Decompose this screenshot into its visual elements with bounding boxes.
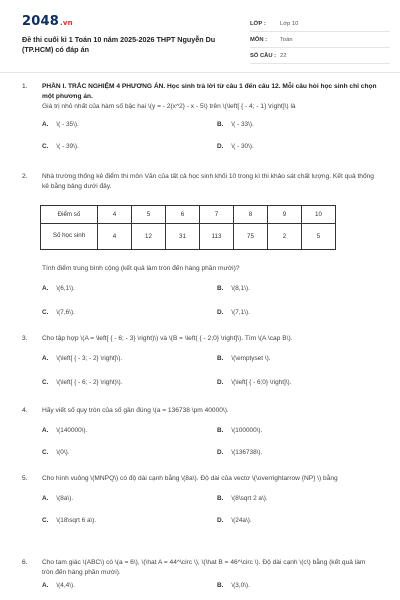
exam-meta <box>250 16 390 64</box>
header-divider <box>0 72 400 73</box>
option-d[interactable]: D. \(136738\). <box>217 449 263 457</box>
meta-question-count: SỐ CÂU : 22 <box>250 48 390 64</box>
question-5: 5. Cho hình vuông \(MNPQ\) có độ dài cạnh bằng \(8a\). Độ dài của vectơ \(\overrightarrow {NP} \) bằng A. \(8a\). B. \(8\sqrt 2 a\). C. \(18\sqrt 6 a\). D. \(24a\). <box>22 474 378 484</box>
option-a[interactable]: A. \(140000\). <box>42 427 88 435</box>
option-b[interactable]: B. \(100000\). <box>217 427 263 435</box>
option-d[interactable]: D. \(\left[ { - 6;0} \right]\). <box>217 379 292 387</box>
option-c[interactable]: C. \(0\). <box>42 449 70 457</box>
page-header <box>22 14 382 66</box>
question-2: 2. Nhà trường thống kê điểm thi môn Văn của tất cả học sinh khối 10 trong kì thi khảo sát chất lượng. Kết quả thống kê bằng bảng dưới đây. <box>22 172 378 192</box>
exam-title: Đề thi cuối kì 1 Toán 10 năm 2025-2026 THPT Nguyễn Du (TP.HCM) có đáp án <box>22 35 216 54</box>
option-d[interactable]: D. \( - 30\). <box>217 142 254 150</box>
option-c[interactable]: C. \(7,6\). <box>42 309 75 317</box>
option-a[interactable]: A. \(6,1\). <box>42 285 75 293</box>
question-3: 3. Cho tập hợp \(A = \left[ { - 6; - 3} \right)\) và \(B = \left( { - 2;0} \right]\). Tìm \(A \cap B\). A. \(\left[ { - 3; - 2} \right]\). B. \(\emptyset \). C. \(\left[ { - 6; - 2} \right)\). D. \(\left[ { - 6;0} \right]\). <box>22 334 378 344</box>
table-row: Số học sinh 4 12 31 113 75 2 5 <box>41 224 336 250</box>
table-row: Điểm số 4 5 6 7 8 9 10 <box>41 206 336 224</box>
option-c[interactable]: C. \( - 39\). <box>42 142 79 150</box>
option-a[interactable]: A. \(\left[ { - 3; - 2} \right]\). <box>42 355 123 363</box>
question-2-prompt <box>22 264 378 317</box>
score-table <box>40 205 336 250</box>
question-text: Cho hình vuông \(MNPQ\) có độ dài cạnh bằng \(8a\). Độ dài của vectơ \(\overrightarrow {NP} \) bằng <box>42 475 338 482</box>
site-logo[interactable]: 2048.vn <box>22 14 73 29</box>
option-a[interactable]: A. \(8a\). <box>42 495 74 503</box>
meta-class: LỚP : Lớp 10 <box>250 16 390 32</box>
option-a[interactable]: A. \(4,4\). <box>42 582 75 590</box>
section-heading: PHẦN I. TRẮC NGHIỆM 4 PHƯƠNG ÁN. Học sinh trả lời từ câu 1 đến câu 12. Mỗi câu hỏi học sinh chỉ chọn một phương án. <box>42 83 377 101</box>
question-text: Hãy viết số quy tròn của số gần đúng \(a = 136738 \pm 40000\). <box>42 407 229 414</box>
question-4: 4. Hãy viết số quy tròn của số gần đúng \(a = 136738 \pm 40000\). A. \(140000\). B. \(100000\). C. \(0\). D. \(136738\). <box>22 406 378 416</box>
question-1: 1. PHẦN I. TRẮC NGHIỆM 4 PHƯƠNG ÁN. Học sinh trả lời từ câu 1 đến câu 12. Mỗi câu hỏi học sinh chỉ chọn một phương án. Giá trị nhỏ nhất của hàm số bậc hai \(y = - 2{x^2} - x - 5\) trên \(\left[ { - 4; - 1} \right]\) là A. \( - 35\). B. \( - 33\). C. \( - 39\). D. \( - 30\). <box>22 83 377 150</box>
option-c[interactable]: C. \(18\sqrt 6 a\). <box>42 517 97 525</box>
question-text: Cho tập hợp \(A = \left[ { - 6; - 3} \right)\) và \(B = \left( { - 2;0} \right]\). Tìm \(A \cap B\). <box>42 335 293 342</box>
question-6: 6. Cho tam giác \(ABC\) có \(a = 6\), \(\hat A = 44^\circ \), \(\hat B = 46^\circ \). Độ dài cạnh \(c\) bằng (kết quả làm tròn đến hàng phần mười). A. \(4,4\). B. \(3,0\). <box>22 558 378 578</box>
question-text: Cho tam giác \(ABC\) có \(a = 6\), \(\hat A = 44^\circ \), \(\hat B = 46^\circ \). Độ dài cạnh \(c\) bằng (kết quả làm tròn đến hàng phần mười). <box>42 559 366 577</box>
question-text: Tính điểm trung bình cộng (kết quả làm tròn đến hàng phần mười)? <box>42 265 240 272</box>
option-d[interactable]: D. \(7,1\). <box>217 309 250 317</box>
option-b[interactable]: B. \(8\sqrt 2 a\). <box>217 495 268 503</box>
option-a[interactable]: A. \( - 35\). <box>42 120 79 128</box>
option-c[interactable]: C. \(\left[ { - 6; - 2} \right)\). <box>42 379 123 387</box>
option-d[interactable]: D. \(24a\). <box>217 517 252 525</box>
question-text: Nhà trường thống kê điểm thi môn Văn của tất cả học sinh khối 10 trong kì thi khảo sát chất lượng. Kết quả thống kê bằng bảng dưới đây. <box>42 173 374 191</box>
option-b[interactable]: B. \(8,1\). <box>217 285 250 293</box>
option-b[interactable]: B. \(3,0\). <box>217 582 250 590</box>
option-b[interactable]: B. \( - 33\). <box>217 120 254 128</box>
option-b[interactable]: B. \(\emptyset \). <box>217 355 271 363</box>
meta-subject: MÔN : Toán <box>250 32 390 48</box>
question-text: Giá trị nhỏ nhất của hàm số bậc hai \(y = - 2{x^2} - x - 5\) trên \(\left[ { - 4; - 1} \right]\) là <box>42 103 296 111</box>
